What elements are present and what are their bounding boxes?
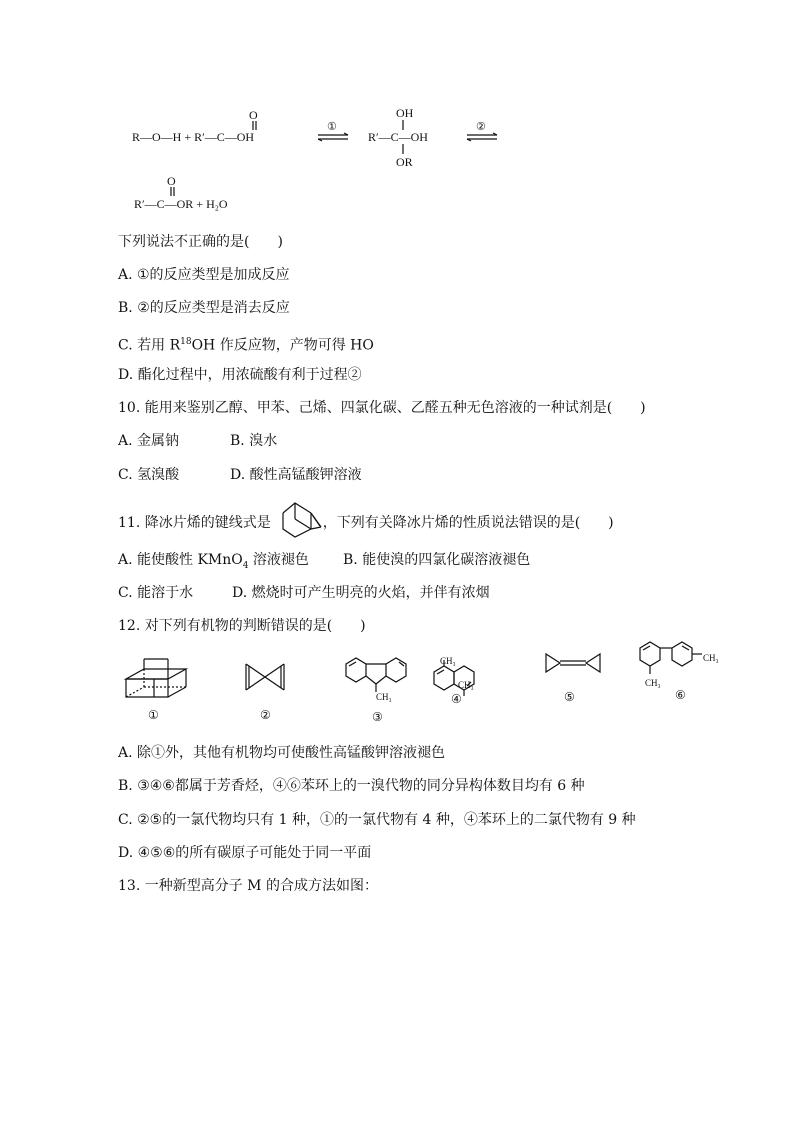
structure-1-cage-icon xyxy=(124,655,190,701)
q9-option-b: B. ②的反应类型是消去反应 xyxy=(118,300,290,316)
products: R′—C—OR + H₂O xyxy=(134,197,228,211)
step-1-label: ① xyxy=(327,121,337,133)
structure-6-ch3-bottom: CH₃ xyxy=(645,678,661,688)
q11-option-b: B. 能使溴的四氯化碳溶液褪色 xyxy=(343,552,531,568)
q12-option-d: D. ④⑤⑥的所有碳原子可能处于同一平面 xyxy=(118,845,372,861)
structure-6-ch3-right: CH₃ xyxy=(703,653,719,663)
structure-4-ch3-top: CH₃ xyxy=(440,656,456,666)
q11-option-d: D. 燃烧时可产生明亮的火焰，并伴有浓烟 xyxy=(232,585,490,601)
carbonyl-o-2: O xyxy=(167,174,176,188)
q9-option-c-pre: C. 若用 R xyxy=(118,337,181,354)
structure-3-label: ③ xyxy=(372,710,383,724)
q12-option-b: B. ③④⑥都属于芳香烃，④⑥苯环上的一溴代物的同分异构体数目均有 6 种 xyxy=(118,778,585,794)
structure-6-label: ⑥ xyxy=(675,688,686,702)
q12-option-a: A. 除①外，其他有机物均可使酸性高锰酸钾溶液褪色 xyxy=(118,745,446,761)
structure-6-biphenyl-icon xyxy=(634,638,712,678)
q9-stem: 下列说法不正确的是( ) xyxy=(118,234,283,250)
step-2-label: ② xyxy=(476,121,486,133)
structure-2-label: ② xyxy=(260,708,271,722)
intermediate-or: OR xyxy=(396,155,413,169)
carbonyl-double-bond-2 xyxy=(168,187,178,197)
q11-option-a-pre: A. 能使酸性 KMnO xyxy=(118,552,243,568)
q13-stem: 13. 一种新型高分子 M 的合成方法如图： xyxy=(118,878,378,894)
intermediate-oh-top: OH xyxy=(396,106,414,120)
q11-option-a-post: 溶液褪色 xyxy=(248,552,309,568)
structure-1-label: ① xyxy=(148,708,159,722)
structure-3-ch3: CH₃ xyxy=(376,692,392,702)
structure-5-icon xyxy=(544,650,604,676)
norbornene-icon xyxy=(277,497,327,541)
q10-option-c: C. 氢溴酸 xyxy=(118,467,180,483)
q11-option-a-sub: 4 xyxy=(242,560,249,571)
q11-option-c: C. 能溶于水 xyxy=(118,585,194,601)
q11-option-a xyxy=(118,550,309,576)
structure-2-icon xyxy=(244,662,288,692)
q10-option-a: A. 金属钠 xyxy=(118,433,180,449)
q12-option-c: C. ②⑤的一氯代物均只有 1 种，①的一氯代物有 4 种，④苯环上的二氯代物有 9 种 xyxy=(118,812,636,828)
structure-5-label: ⑤ xyxy=(564,690,575,704)
q9-option-c-post: OH 作反应物，产物可得 HO xyxy=(191,337,374,354)
q12-stem: 12. 对下列有机物的判断错误的是( ) xyxy=(118,618,366,634)
carbonyl-o-1: O xyxy=(249,108,258,122)
q9-option-d: D. 酯化过程中，用浓硫酸有利于过程② xyxy=(118,367,362,383)
equilibrium-arrow-1 xyxy=(318,133,350,143)
structure-4-label: ④ xyxy=(451,692,462,706)
reactants: R—O—H + R′—C—OH xyxy=(132,130,255,144)
structure-4-ch3-bottom: CH₃ xyxy=(458,680,474,690)
q10-option-d: D. 酸性高锰酸钾溶液 xyxy=(230,467,362,483)
q9-option-a: A. ①的反应类型是加成反应 xyxy=(118,267,290,283)
q9-option-c-sup: 18 xyxy=(180,337,192,347)
q9-option-c xyxy=(118,332,374,356)
q10-stem: 10. 能用来鉴别乙醇、甲苯、己烯、四氯化碳、乙醛五种无色溶液的一种试剂是( ) xyxy=(118,400,646,416)
q11-stem-post: ，下列有关降冰片烯的性质说法错误的是( ) xyxy=(322,515,614,531)
intermediate-center: R′—C—OH xyxy=(368,130,428,144)
q10-option-b: B. 溴水 xyxy=(230,433,278,449)
equilibrium-arrow-2 xyxy=(467,133,499,143)
q11-stem-pre: 11. 降冰片烯的键线式是 xyxy=(118,515,271,531)
q11-stem xyxy=(118,507,614,533)
